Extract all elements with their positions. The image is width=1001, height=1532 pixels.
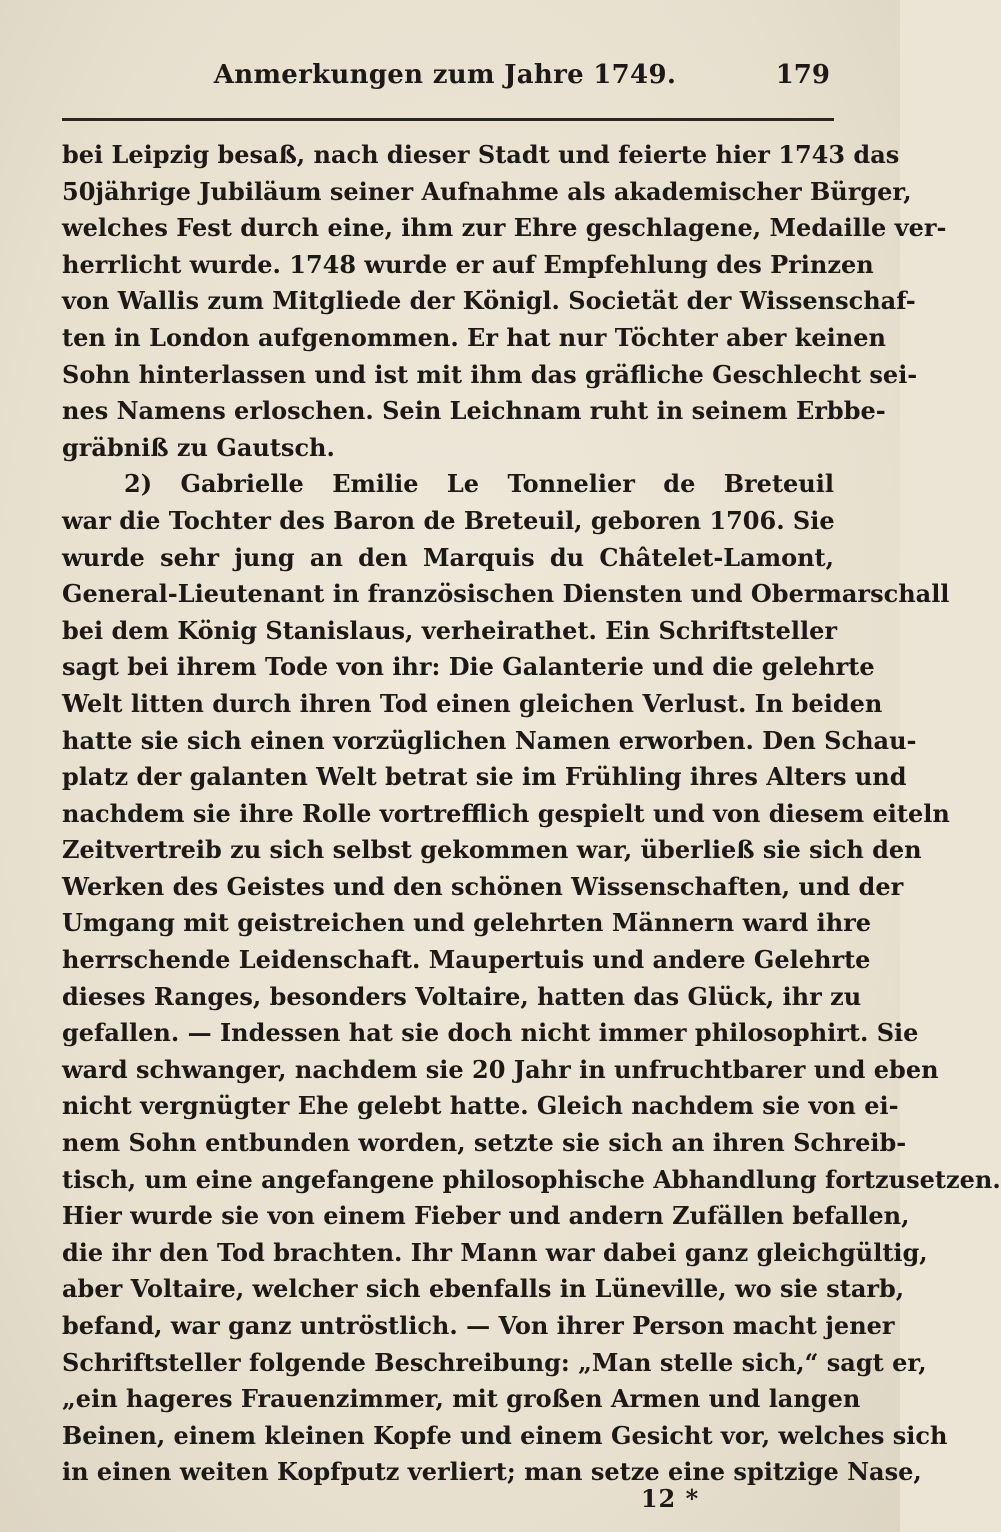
text-line: „ein hageres Frauenzimmer, mit großen Armen und langen bbox=[62, 1384, 861, 1414]
text-line: Zeitvertreib zu sich selbst gekommen war, überließ sie sich den bbox=[62, 835, 922, 865]
text-line: 50jährige Jubiläum seiner Aufnahme als akademischer Bürger, bbox=[62, 176, 912, 206]
text-line: wurde sehr jung an den Marquis du Châtelet-Lamont, bbox=[62, 542, 834, 572]
text-line: aber Voltaire, welcher sich ebenfalls in Lüneville, wo sie starb, bbox=[62, 1274, 905, 1304]
text-line: gefallen. — Indessen hat sie doch nicht immer philosophirt. Sie bbox=[62, 1018, 919, 1048]
text-line: ward schwanger, nachdem sie 20 Jahr in unfruchtbarer und eben bbox=[62, 1054, 939, 1084]
text-line: Welt litten durch ihren Tod einen gleichen Verlust. In beiden bbox=[62, 688, 883, 718]
text-line: welches Fest durch eine, ihm zur Ehre geschlagene, Medaille ver- bbox=[62, 213, 947, 243]
text-line: herrschende Leidenschaft. Maupertuis und andere Gelehrte bbox=[62, 945, 871, 975]
text-line: nes Namens erloschen. Sein Leichnam ruht in seinem Erbbe- bbox=[62, 396, 886, 426]
text-line: Werken des Geistes und den schönen Wissenschaften, und der bbox=[62, 871, 904, 901]
note-heading-line: 2) Gabrielle Emilie Le Tonnelier de Breteuil bbox=[124, 469, 834, 499]
signature-mark: 12 * bbox=[640, 1484, 700, 1513]
text-line: gräbniß zu Gautsch. bbox=[62, 432, 335, 462]
page-header bbox=[60, 60, 830, 104]
text-line: ten in London aufgenommen. Er hat nur Töchter aber keinen bbox=[62, 322, 886, 352]
text-line: Schriftsteller folgende Beschreibung: „Man stelle sich,“ sagt er, bbox=[62, 1347, 927, 1377]
text-line: war die Tochter des Baron de Breteuil, geboren 1706. Sie bbox=[62, 505, 835, 535]
text-line: befand, war ganz untröstlich. — Von ihrer Person macht jener bbox=[62, 1311, 895, 1340]
header-rule bbox=[62, 118, 834, 121]
text-line: hatte sie sich einen vorzüglichen Namen erworben. Den Schau- bbox=[62, 725, 917, 755]
text-line: Beinen, einem kleinen Kopfe und einem Gesicht vor, welches sich bbox=[62, 1420, 948, 1450]
text-line: tisch, um eine angefangene philosophische Abhandlung fortzusetzen. bbox=[62, 1164, 1001, 1194]
text-line: nachdem sie ihre Rolle vortrefflich gespielt und von diesem eiteln bbox=[62, 798, 950, 828]
text-line: bei Leipzig besaß, nach dieser Stadt und feierte hier 1743 das bbox=[62, 140, 900, 169]
text-line: Umgang mit geistreichen und gelehrten Männern ward ihre bbox=[62, 908, 872, 938]
text-line: General-Lieutenant in französischen Diensten und Obermarschall bbox=[62, 579, 950, 609]
page-number: 179 bbox=[775, 60, 830, 90]
text-line: herrlicht wurde. 1748 wurde er auf Empfehlung des Prinzen bbox=[62, 249, 874, 279]
text-line: nem Sohn entbunden worden, setzte sie sich an ihren Schreib- bbox=[62, 1128, 907, 1158]
text-line: die ihr den Tod brachten. Ihr Mann war dabei ganz gleichgültig, bbox=[62, 1237, 928, 1267]
text-line: Hier wurde sie von einem Fieber und andern Zufällen befallen, bbox=[62, 1201, 910, 1231]
text-line: von Wallis zum Mitgliede der Königl. Societät der Wissenschaf- bbox=[62, 286, 916, 316]
text-line: platz der galanten Welt betrat sie im Frühling ihres Alters und bbox=[62, 762, 907, 792]
text-line: sagt bei ihrem Tode von ihr: Die Galanterie und die gelehrte bbox=[62, 652, 875, 682]
text-line: in einen weiten Kopfputz verliert; man setze eine spitzige Nase, bbox=[62, 1457, 922, 1487]
running-title: Anmerkungen zum Jahre 1749. bbox=[213, 60, 677, 90]
text-line: bei dem König Stanislaus, verheirathet. Ein Schriftsteller bbox=[62, 615, 838, 645]
text-line: nicht vergnügter Ehe gelebt hatte. Gleich nachdem sie von ei- bbox=[62, 1091, 899, 1121]
text-line: dieses Ranges, besonders Voltaire, hatten das Glück, ihr zu bbox=[62, 981, 862, 1011]
body-text bbox=[62, 137, 1001, 1491]
text-line: Sohn hinterlassen und ist mit ihm das gräfliche Geschlecht sei- bbox=[62, 359, 918, 389]
